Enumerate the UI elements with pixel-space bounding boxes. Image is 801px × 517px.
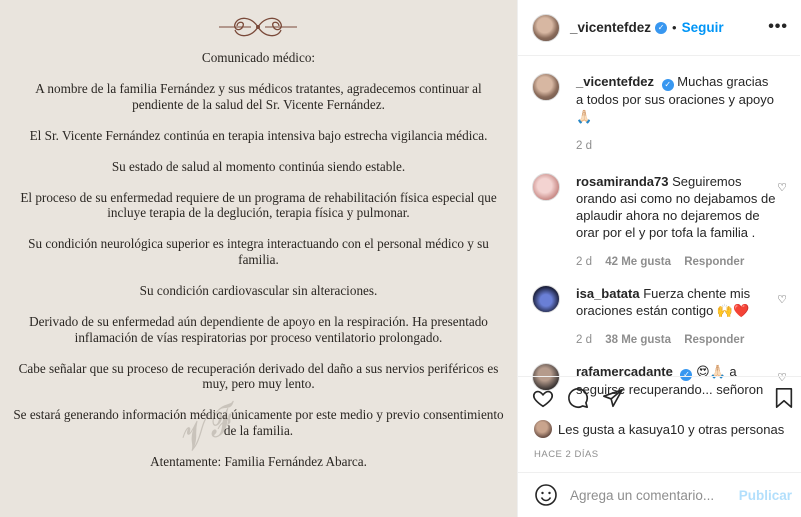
memo-paragraph: A nombre de la familia Fernández y sus médicos tratantes, agradecemos continuar al pendiente de la salud del Sr. Vicente Fernández. xyxy=(35,81,482,112)
emoji-smiley-icon[interactable] xyxy=(534,483,558,507)
comment-bubble-icon[interactable] xyxy=(567,387,589,409)
likes-summary[interactable] xyxy=(534,420,784,438)
comment-likes[interactable]: 42 Me gusta xyxy=(605,256,672,268)
post-header xyxy=(518,0,800,56)
comment-text: Seguiremos orando asi como no dejabamos de aplaudir ahora no dejaremos de orar por el y por tofa la familia . xyxy=(576,174,776,240)
comment-username[interactable]: rafamercadante xyxy=(576,364,673,379)
avatar[interactable] xyxy=(532,14,560,42)
like-comment-heart-icon[interactable]: ♡ xyxy=(777,372,787,384)
like-heart-icon[interactable] xyxy=(532,387,554,409)
list-item xyxy=(532,285,787,349)
comment-likes[interactable]: 38 Me gusta xyxy=(605,334,672,346)
post-sidebar xyxy=(517,0,800,517)
avatar xyxy=(534,420,552,438)
caption-text: Muchas gracias a todos por sus oraciones y apoyo 🙏🏻 xyxy=(576,74,775,124)
memo-paragraph: Su condición cardiovascular sin alteraciones. xyxy=(139,283,378,299)
follow-button[interactable]: Seguir xyxy=(681,20,724,35)
comment-meta xyxy=(576,254,776,271)
memo-paragraph: Se estará generando información médica únicamente por este medio y previo consentimiento de la familia. xyxy=(13,407,504,438)
caption-username[interactable]: _vicentefdez xyxy=(576,74,655,89)
comment-username[interactable]: rosamiranda73 xyxy=(576,174,669,189)
caption-meta xyxy=(576,138,776,155)
likes-text: Les gusta a kasuya10 y otras personas xyxy=(558,421,785,437)
memo-paragraph: Su estado de salud al momento continúa siendo estable. xyxy=(111,158,406,174)
memo-paragraph: El Sr. Vicente Fernández continúa en terapia intensiva bajo estrecha vigilancia médica. xyxy=(29,127,488,143)
memo-paragraph: Derivado de su enfermedad aún dependiente de apoyo en la respiración. Ha presentado inflamación de vías respiratorias por proceso ventilatorio prolongado. xyxy=(29,314,488,345)
reply-button[interactable]: Responder xyxy=(684,256,745,268)
comment-composer xyxy=(518,472,801,517)
comments-list[interactable] xyxy=(518,57,801,397)
action-bar xyxy=(518,376,801,422)
comment-time[interactable]: 2 d xyxy=(576,256,592,268)
avatar[interactable] xyxy=(532,285,560,313)
medical-statement xyxy=(10,50,507,485)
post-date: HACE 2 DÍAS xyxy=(534,449,599,460)
like-comment-heart-icon[interactable]: ♡ xyxy=(777,182,787,194)
verified-badge-icon: ✓ xyxy=(662,79,674,91)
caption-time[interactable]: 2 d xyxy=(576,140,592,152)
more-options-icon[interactable]: ••• xyxy=(768,18,788,35)
comment-text: 😍🙏🏻 a seguirse recuperando... señoron xyxy=(576,364,764,397)
comment-username[interactable]: isa_batata xyxy=(576,286,640,301)
avatar[interactable] xyxy=(532,173,560,201)
separator-dot: • xyxy=(672,20,677,35)
memo-paragraph: Cabe señalar que su proceso de recuperación derivado del daño a sus nervios periféricos es muy, pero muy lento. xyxy=(18,360,499,392)
reply-button[interactable]: Responder xyxy=(684,334,745,346)
comment-input[interactable] xyxy=(570,488,740,503)
share-paper-plane-icon[interactable] xyxy=(602,387,624,409)
save-bookmark-icon[interactable] xyxy=(774,387,794,409)
memo-signature: Atentamente: Familia Fernández Abarca. xyxy=(150,453,367,469)
verified-badge-icon: ✓ xyxy=(680,369,692,381)
comment-time[interactable]: 2 d xyxy=(576,334,592,346)
watermark-signature: 𝓥𝓕 xyxy=(171,398,241,462)
memo-title: Comunicado médico: xyxy=(201,50,316,65)
verified-badge-icon: ✓ xyxy=(655,22,667,34)
comment-meta xyxy=(576,332,776,349)
like-comment-heart-icon[interactable]: ♡ xyxy=(777,294,787,306)
ornament-flourish-icon xyxy=(213,12,303,42)
caption xyxy=(532,73,787,155)
publish-button[interactable]: Publicar xyxy=(738,487,792,503)
header-username[interactable]: _vicentefdez xyxy=(570,20,652,35)
comment-text: Fuerza chente mis oraciones están contigo 🙌❤️ xyxy=(576,286,751,318)
memo-paragraph: El proceso de su enfermedad requiere de un programa de rehabilitación física especial que incluye terapia de la deglución, terapia física y pulmonar. xyxy=(20,189,497,221)
list-item xyxy=(532,173,787,271)
memo-paragraph: Su condición neurológica superior es integra interactuando con el personal médico y su familia. xyxy=(28,236,489,267)
avatar[interactable] xyxy=(532,73,560,101)
